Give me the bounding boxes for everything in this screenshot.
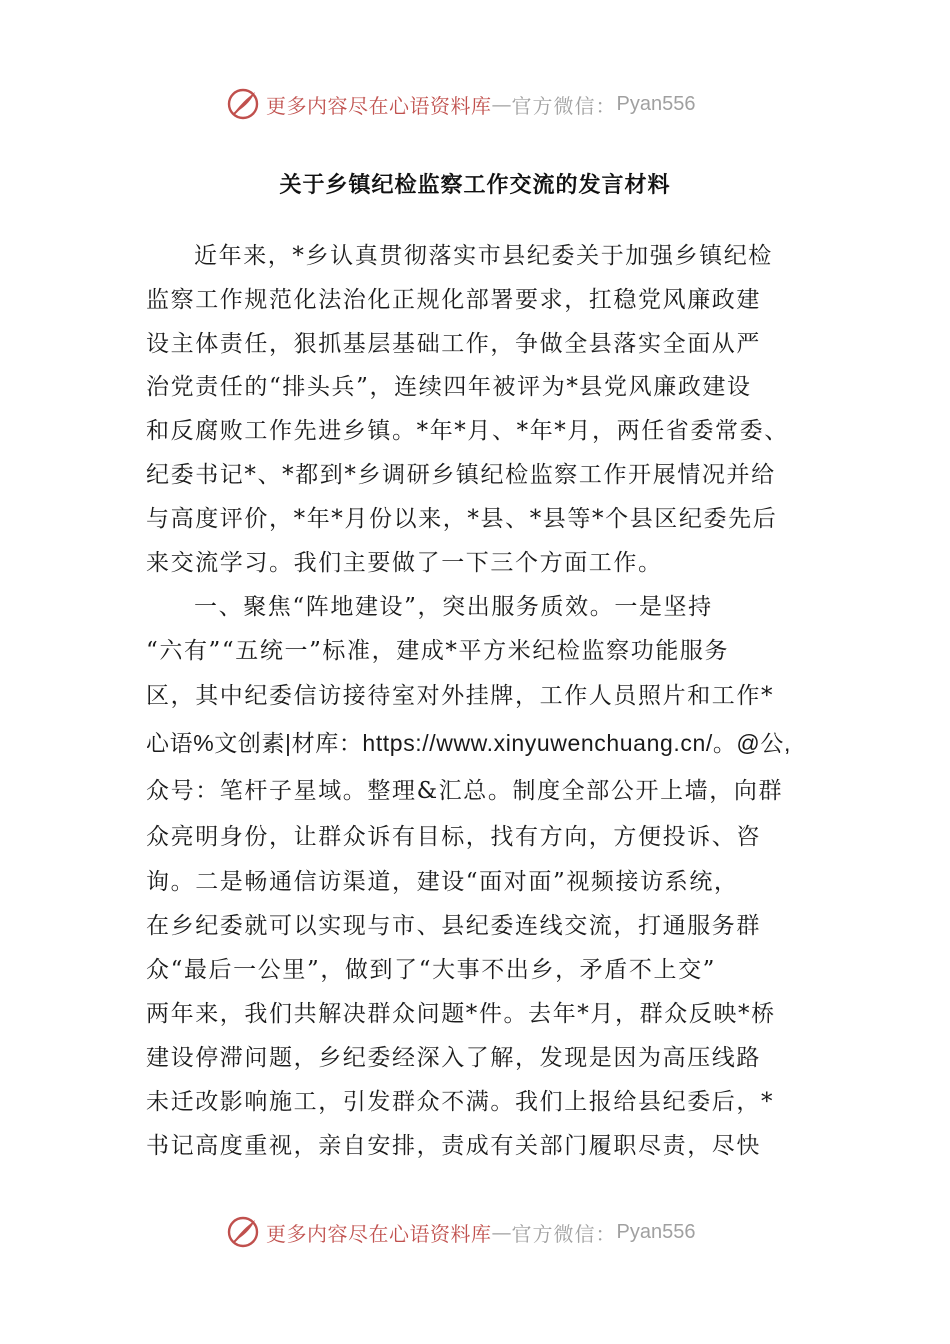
- banner-wechat-label: 官方微信：: [511, 93, 617, 118]
- body-line: 众“最后一公里”，做到了“大事不出乡，矛盾不上交”: [146, 957, 717, 983]
- body-line: 众号：笔杆子星域。整理&汇总。制度全部公开上墙，向群: [146, 778, 784, 804]
- banner-text: 更多内容尽在心语资料库: [266, 93, 492, 118]
- banner-separator: —: [491, 92, 512, 116]
- banner-separator: —: [491, 1220, 512, 1244]
- body-line: 和反腐败工作先进乡镇。*年*月、*年*月，两任省委常委、: [146, 418, 789, 444]
- banner-wechat-id: Pyan556: [616, 92, 696, 115]
- body-line: 监察工作规范化法治化正规化部署要求，扛稳党风廉政建: [146, 287, 761, 313]
- body-line: 近年来，*乡认真贯彻落实市县纪委关于加强乡镇纪检: [194, 243, 773, 269]
- quill-logo-icon: [226, 1215, 260, 1249]
- body-line: 书记高度重视，亲自安排，责成有关部门履职尽责，尽快: [146, 1133, 761, 1159]
- body-line: 设主体责任，狠抓基层基础工作，争做全县落实全面从严: [146, 331, 761, 357]
- body-line: 询。二是畅通信访渠道，建设“面对面”视频接访系统，: [146, 869, 739, 895]
- banner-text: 更多内容尽在心语资料库: [266, 1221, 492, 1246]
- header-watermark-banner: [226, 84, 695, 124]
- body-line: 建设停滞问题，乡纪委经深入了解，发现是因为高压线路: [146, 1045, 761, 1071]
- body-line: 治党责任的“排头兵”，连续四年被评为*县党风廉政建设: [146, 374, 752, 400]
- quill-logo-icon: [226, 87, 260, 121]
- body-line: 区，其中纪委信访接待室对外挂牌，工作人员照片和工作*: [146, 683, 775, 709]
- body-line: “六有”“五统一”标准，建成*平方米纪检监察功能服务: [146, 638, 730, 664]
- body-line: 与高度评价，*年*月份以来，*县、*县等*个县区纪委先后: [146, 506, 778, 532]
- banner-wechat-label: 官方微信：: [511, 1221, 617, 1246]
- document-title: 关于乡镇纪检监察工作交流的发言材料: [279, 172, 671, 198]
- body-line: 在乡纪委就可以实现与市、县纪委连线交流，打通服务群: [146, 913, 761, 939]
- body-line: 一、聚焦“阵地建设”，突出服务质效。一是坚持: [194, 594, 713, 620]
- banner-wechat-id: Pyan556: [616, 1220, 696, 1243]
- body-line: 来交流学习。我们主要做了一下三个方面工作。: [146, 550, 663, 576]
- body-line: 未迁改影响施工，引发群众不满。我们上报给县纪委后，*: [146, 1089, 775, 1115]
- body-line: 心语%文创素|材库：https://www.xinyuwenchuang.cn/。@公,: [146, 730, 791, 756]
- body-line: 两年来，我们共解决群众问题*件。去年*月，群众反映*桥: [146, 1001, 776, 1027]
- body-line: 众亮明身份，让群众诉有目标，找有方向，方便投诉、咨: [146, 824, 761, 850]
- body-line: 纪委书记*、*都到*乡调研乡镇纪检监察工作开展情况并给: [146, 462, 776, 488]
- footer-watermark-banner: [226, 1212, 695, 1252]
